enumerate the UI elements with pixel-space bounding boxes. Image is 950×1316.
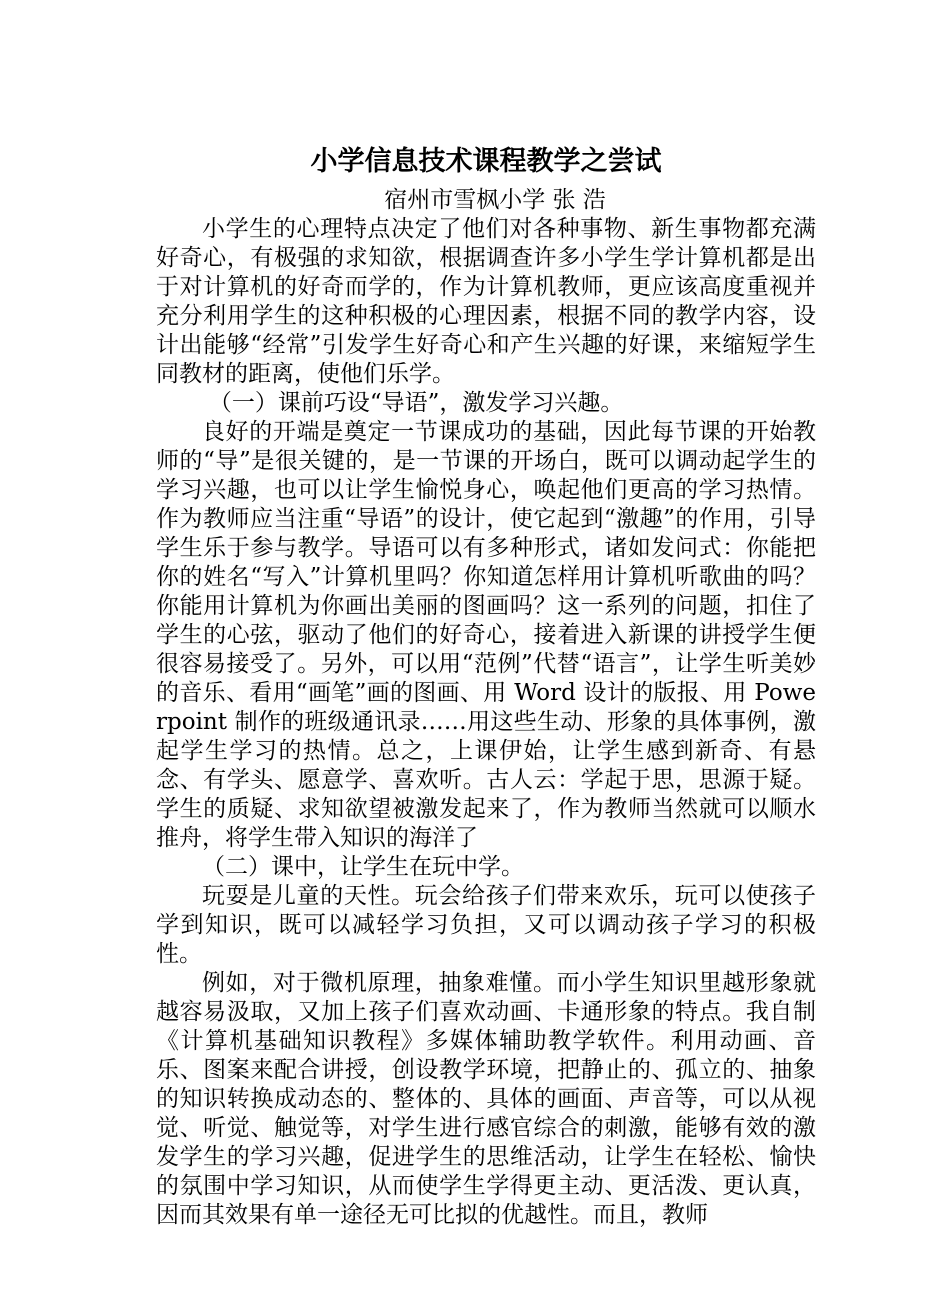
document-body xyxy=(156,142,816,1230)
paragraph-intro: 小学生的心理特点决定了他们对各种事物、新生事物都充满好奇心，有极强的求知欲，根据调查许多小学生学计算机都是出于对计算机的好奇而学的，作为计算机教师，更应该高度重视并充分利用学生的这种积极的心理因素，根据不同的教学内容，设计出能够“经常”引发学生好奇心和产生兴趣的好课，来缩短学生同教材的距离，使他们乐学。 xyxy=(156,216,816,387)
paragraph-section-1: 良好的开端是奠定一节课成功的基础，因此每节课的开始教师的“导”是很关键的，是一节课的开场白，既可以调动起学生的学习兴趣，也可以让学生愉悦身心，唤起他们更高的学习热情。作为教师应当注重“导语”的设计，使它起到“激趣”的作用，引导学生乐于参与教学。导语可以有多种形式，诸如发问式：你能把你的姓名“写入”计算机里吗？你知道怎样用计算机听歌曲的吗？你能用计算机为你画出美丽的图画吗？这一系列的问题，扣住了学生的心弦，驱动了他们的好奇心，接着进入新课的讲授学生便很容易接受了。另外，可以用“范例”代替“语言”，让学生听美妙的音乐、看用“画笔”画的图画、用 Word 设计的版报、用 Powerpoint 制作的班级通讯录……用这些生动、形象的具体事例，激起学生学习的热情。总之，上课伊始，让学生感到新奇、有悬念、有学头、愿意学、喜欢听。古人云：学起于思，思源于疑。学生的质疑、求知欲望被激发起来了，作为教师当然就可以顺水推舟，将学生带入知识的海洋了 xyxy=(156,419,816,851)
section-heading-1: （一）课前巧设“导语”，激发学习兴趣。 xyxy=(208,390,624,416)
paragraph-section-2b: 例如，对于微机原理，抽象难懂。而小学生知识里越形象就越容易汲取，又加上孩子们喜欢动画、卡通形象的特点。我自制《计算机基础知识教程》多媒体辅助教学软件。利用动画、音乐、图案来配合讲授，创设教学环境，把静止的、孤立的、抽象的知识转换成动态的、整体的、具体的画面、声音等，可以从视觉、听觉、触觉等，对学生进行感官综合的刺激，能够有效的激发学生的学习兴趣，促进学生的思维活动，让学生在轻松、愉快的氛围中学习知识，从而使学生学得更主动、更活泼、更认真，因而其效果有单一途径无可比拟的优越性。而且，教师 xyxy=(156,970,816,1228)
section-heading-2: （二）课中，让学生在玩中学。 xyxy=(202,854,524,880)
document-author: 宿州市雪枫小学 张 浩 xyxy=(384,187,606,213)
paragraph-section-2a: 玩耍是儿童的天性。玩会给孩子们带来欢乐，玩可以使孩子学到知识，既可以减轻学习负担，又可以调动孩子学习的积极性。 xyxy=(156,883,816,967)
document-title: 小学信息技术课程教学之尝试 xyxy=(310,146,662,177)
